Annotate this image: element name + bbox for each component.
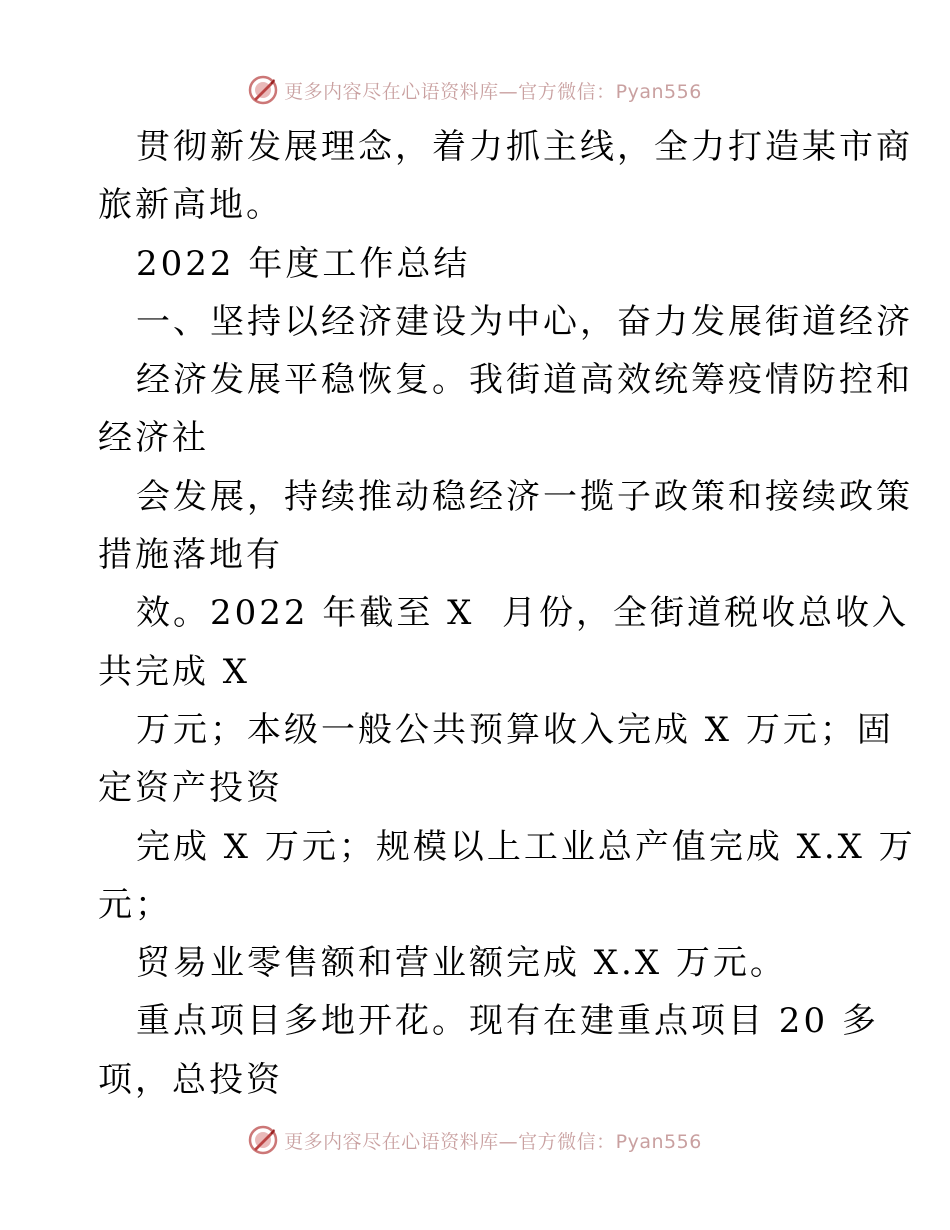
text-line: 旅新高地。 — [98, 185, 283, 226]
header-watermark-text: 更多内容尽在心语资料库—官方微信：Pyan556 — [284, 80, 702, 103]
text-line: 会发展，持续推动稳经济一揽子政策和接续政策 — [136, 476, 913, 517]
section-heading: 2022 年度工作总结 — [136, 243, 471, 284]
text-line: 经济社 — [98, 418, 209, 459]
text-line: 贸易业零售额和营业额完成 X.X 万元。 — [136, 943, 787, 984]
seal-pen-icon — [248, 1125, 278, 1155]
text-line: 完成 X 万元；规模以上工业总产值完成 X.X 万 — [136, 826, 916, 867]
header-watermark — [0, 70, 950, 110]
text-line: 经济发展平稳恢复。我街道高效统筹疫情防控和 — [136, 360, 913, 401]
text-line: 共完成 X — [98, 651, 251, 692]
text-line: 效。2022 年截至 X 月份，全街道税收总收入 — [136, 593, 909, 634]
seal-pen-icon — [248, 75, 278, 105]
text-line: 定资产投资 — [98, 768, 283, 809]
footer-watermark — [0, 1120, 950, 1160]
document-body — [98, 118, 916, 1109]
section-heading: 一、坚持以经济建设为中心，奋力发展街道经济 — [136, 301, 913, 342]
text-line: 项，总投资 — [98, 1059, 283, 1100]
text-line: 万元；本级一般公共预算收入完成 X 万元；固 — [136, 709, 894, 750]
text-line: 元； — [98, 884, 172, 925]
footer-watermark-text: 更多内容尽在心语资料库—官方微信：Pyan556 — [284, 1130, 702, 1153]
text-line: 措施落地有 — [98, 535, 283, 576]
text-line: 重点项目多地开花。现有在建重点项目 20 多 — [136, 1001, 879, 1042]
text-line: 贯彻新发展理念，着力抓主线，全力打造某市商 — [136, 127, 913, 167]
